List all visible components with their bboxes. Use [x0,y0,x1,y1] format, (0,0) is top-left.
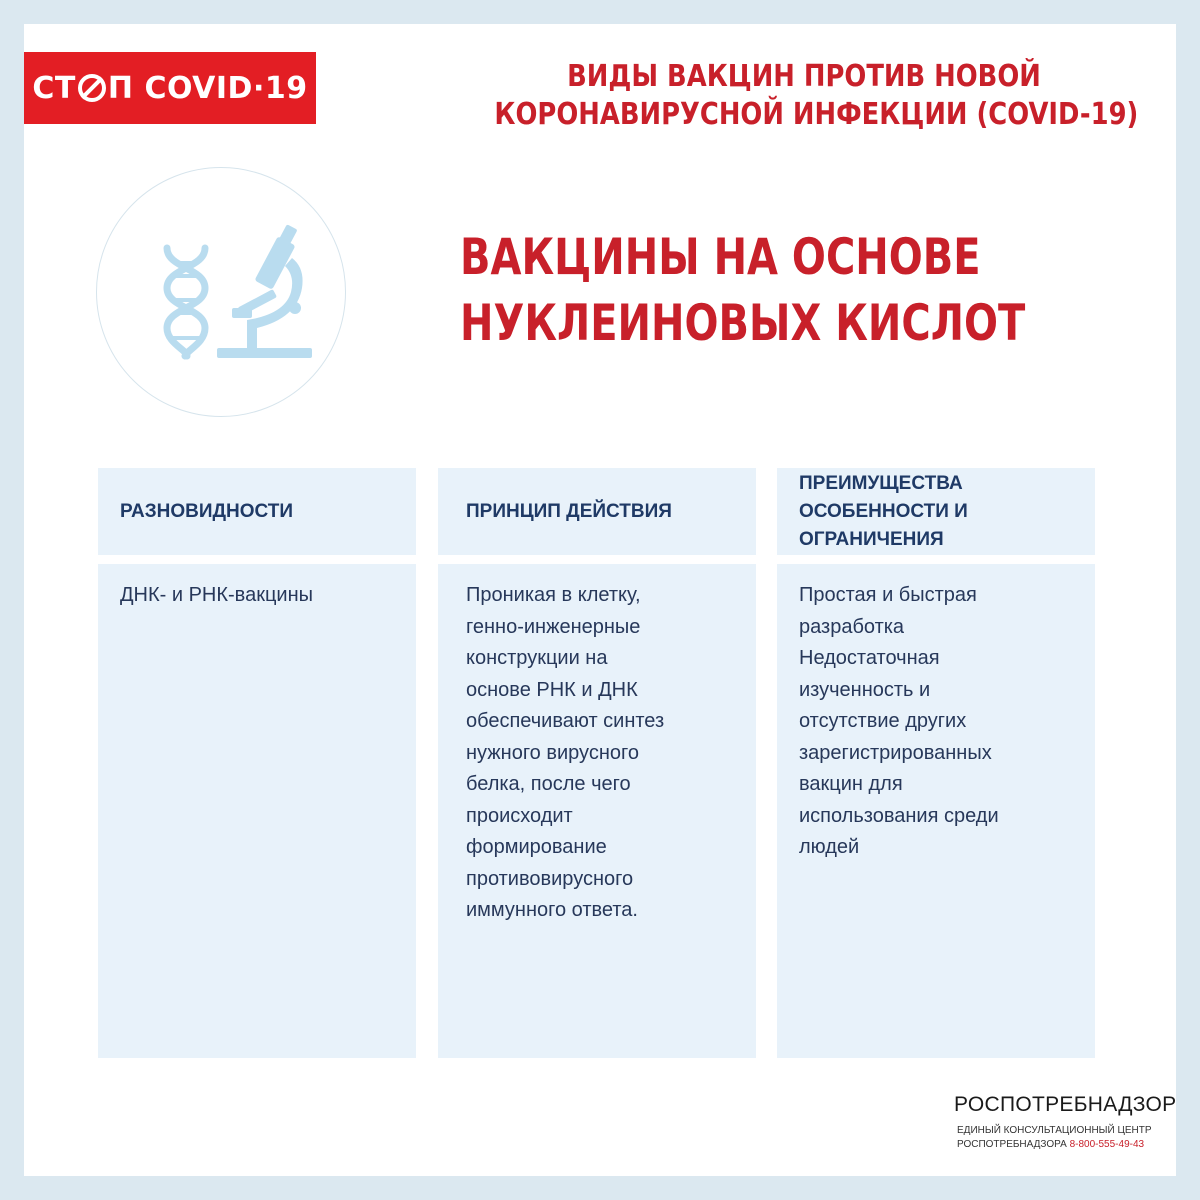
body-line: белка, после чего [466,773,631,795]
body-line: обеспечивают синтез [466,710,665,732]
header-title-line1: ВИДЫ ВАКЦИН ПРОТИВ НОВОЙ [567,59,1041,94]
body-line: разработка [799,615,905,638]
main-title-line1: ВАКЦИНЫ НА ОСНОВЕ [460,228,981,286]
column-header-varieties [98,468,416,555]
dna-icon [167,248,205,356]
badge-text-start: СТ [32,70,76,106]
column-body-advantages [777,564,1095,1058]
body-line: иммунного ответа. [466,899,638,921]
main-title-line2: НУКЛЕИНОВЫХ КИСЛОТ [460,294,1026,352]
body-line: происходит [466,804,573,827]
footer-org-name: РОСПОТРЕБНАДЗОР [954,1093,1177,1116]
column-body-varieties [98,564,416,1058]
column-header-advantages [777,468,1095,555]
header-line: ПРИНЦИП ДЕЙСТВИЯ [466,500,672,522]
footer-contact [957,1124,1152,1152]
column-header-text [120,498,293,526]
header-line: РАЗНОВИДНОСТИ [120,500,294,522]
body-line: ДНК- и РНК-вакцины [120,584,313,606]
header-title [494,58,1139,134]
footer-line2-wrap [957,1138,1152,1152]
header-title-line2: КОРОНАВИРУСНОЙ ИНФЕКЦИИ (COVID-19) [494,97,1139,132]
body-line: противовирусного [466,867,634,890]
body-line: основе РНК и ДНК [466,678,638,701]
column-header-text [466,498,672,526]
stop-covid-badge [24,52,316,124]
column-header-text [799,470,1095,554]
body-line: Проникая в клетку, [466,584,641,606]
virus-icon [78,74,106,102]
badge-text-end: П COVID·19 [107,70,308,106]
body-line: Недостаточная [799,647,940,669]
emblem-graphic [97,168,347,418]
body-line: генно-инженерные [466,615,641,638]
column-header-principle [438,468,756,555]
body-line: конструкции на [466,647,608,669]
body-line: Простая и быстрая [799,584,977,606]
emblem-circle [96,167,346,417]
footer-line1: ЕДИНЫЙ КОНСУЛЬТАЦИОННЫЙ ЦЕНТР [957,1125,1152,1136]
main-title [460,224,1026,356]
body-line: использования среди [799,804,999,827]
body-line: нужного вирусного [466,741,639,764]
microscope-icon [217,224,312,358]
header-line: ОСОБЕННОСТИ И ОГРАНИЧЕНИЯ [799,500,968,550]
footer-phone[interactable]: 8-800-555-49-43 [1069,1139,1145,1150]
header-line: ПРЕИМУЩЕСТВА [799,472,963,494]
footer-line2: РОСПОТРЕБНАДЗОРА [957,1139,1067,1150]
infographic-card [24,24,1176,1176]
column-body-principle [438,564,756,1058]
body-line: отсутствие других [799,710,967,732]
body-line: вакцин для [799,773,903,795]
body-line: формирование [466,836,607,858]
body-line: зарегистрированных [799,741,992,764]
body-line: людей [799,836,860,858]
body-line: изученность и [799,678,931,701]
